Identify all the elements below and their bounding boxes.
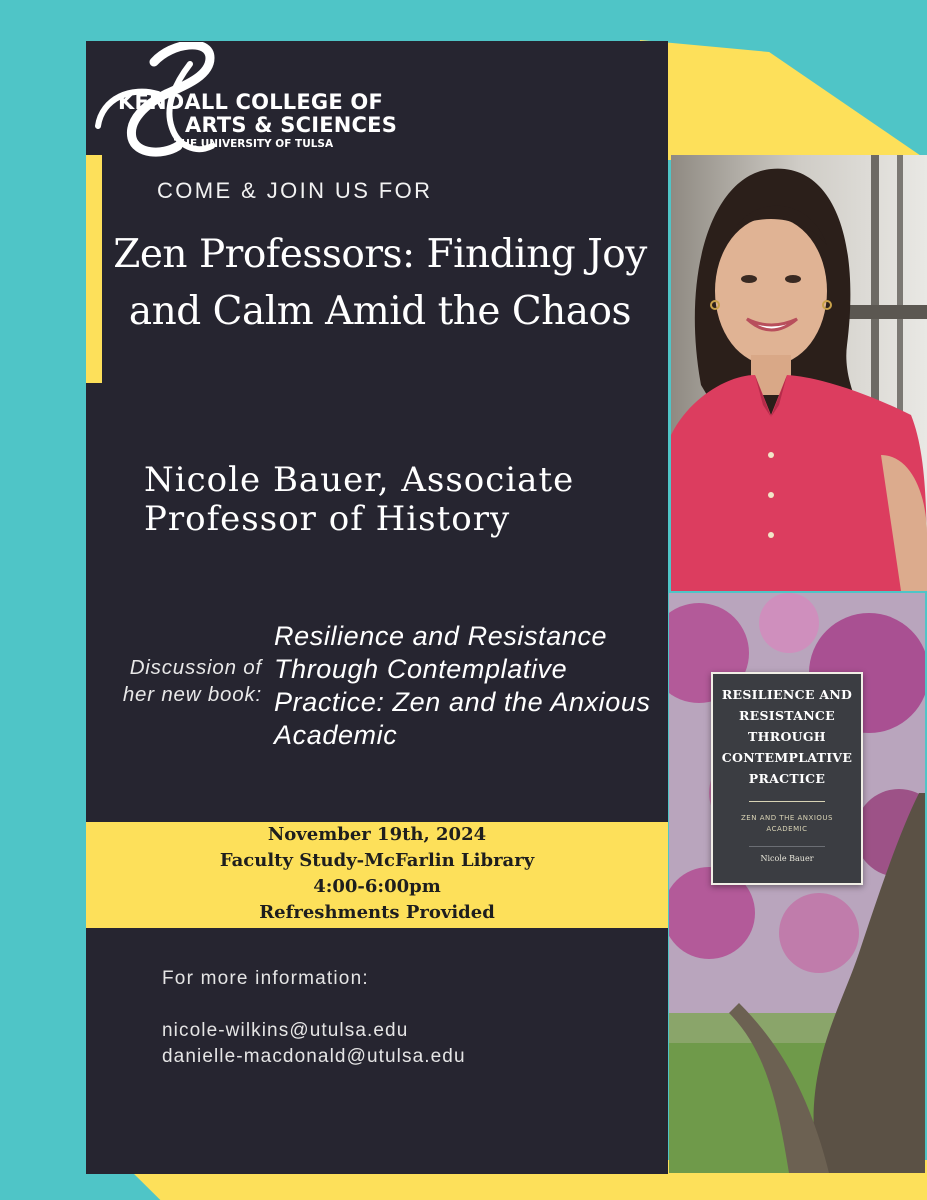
event-time: 4:00-6:00pm — [313, 876, 441, 897]
cover-title: RESILIENCE AND RESISTANCE THROUGH CONTEMPLATIVE PRACTICE — [721, 687, 853, 786]
event-date: November 19th, 2024 — [267, 824, 487, 845]
logo-college-name: KENDALL COLLEGE OF — [118, 90, 384, 114]
event-note: Refreshments Provided — [259, 902, 495, 923]
logo-college-subname: ARTS & SCIENCES — [185, 113, 398, 137]
yellow-accent-shape-top — [640, 40, 927, 160]
book-title: Resilience and Resistance Through Contemplative Practice: Zen and the Anxious Academic — [274, 621, 651, 750]
book-cover — [711, 672, 863, 885]
cover-author-divider — [749, 846, 825, 847]
book-intro: Discussion of her new book: — [122, 656, 262, 706]
college-logo — [92, 42, 398, 160]
content-panel — [86, 41, 668, 1174]
cover-author: Nicole Bauer — [760, 854, 814, 863]
event-title: Zen Professors: Finding Joy and Calm Amid the Chaos — [113, 232, 647, 334]
logo-university: THE UNIVERSITY OF TULSA — [174, 138, 334, 150]
event-location: Faculty Study-McFarlin Library — [219, 850, 535, 871]
cover-divider — [749, 801, 825, 802]
speaker-name: Nicole Bauer, Associate Professor of History — [144, 460, 575, 539]
invitation-kicker: COME & JOIN US FOR — [157, 178, 433, 203]
speaker-photo — [671, 155, 927, 591]
contact-email-2[interactable]: danielle-macdonald@utulsa.edu — [162, 1046, 466, 1067]
event-details — [86, 822, 668, 928]
contact-email-1[interactable]: nicole-wilkins@utulsa.edu — [162, 1020, 409, 1041]
contact-label: For more information: — [162, 968, 369, 989]
cover-subtitle: ZEN AND THE ANXIOUS ACADEMIC — [741, 814, 833, 833]
